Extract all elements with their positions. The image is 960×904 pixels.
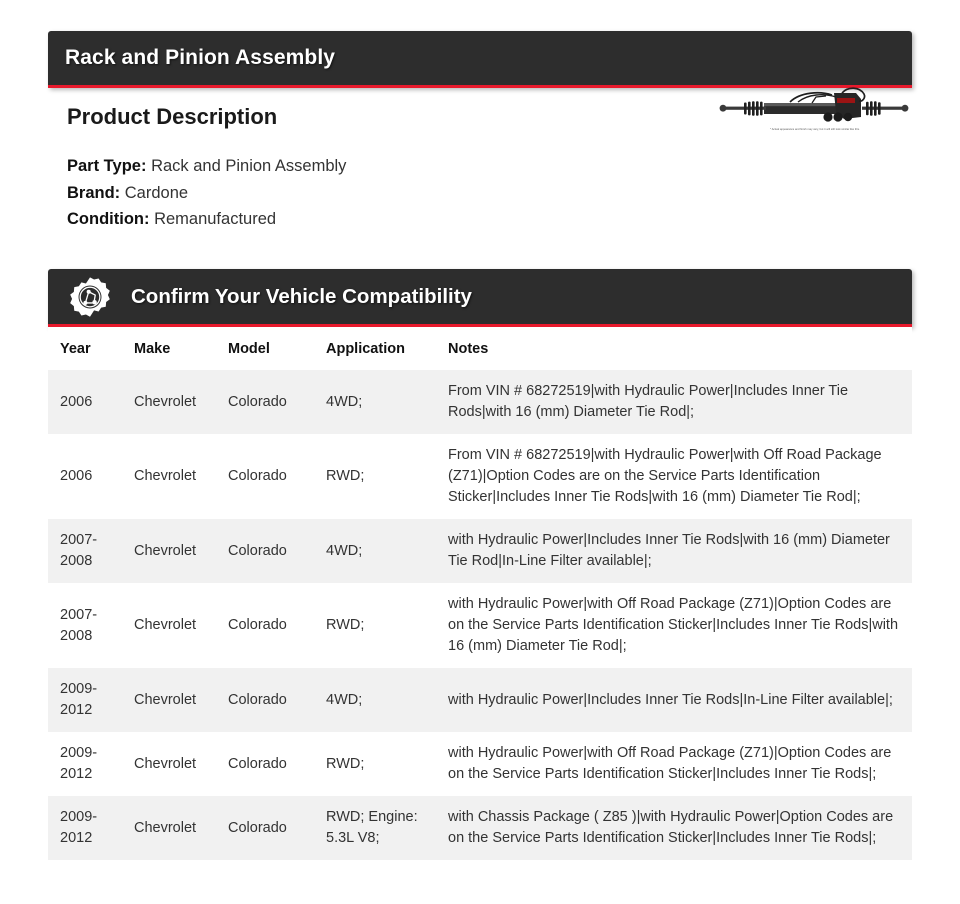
column-header-application: Application (318, 327, 440, 370)
product-title: Rack and Pinion Assembly (65, 46, 336, 69)
spec-value-part-type: Rack and Pinion Assembly (151, 157, 347, 175)
table-row (48, 519, 912, 583)
column-header-year: Year (48, 327, 126, 370)
cell-model: Colorado (220, 796, 318, 860)
spec-label-brand: Brand: (67, 183, 121, 202)
compatibility-table (48, 327, 912, 860)
table-row (48, 434, 912, 519)
rack-and-pinion-assembly-icon (716, 84, 912, 134)
cell-model: Colorado (220, 519, 318, 583)
product-photo (716, 84, 912, 146)
cell-year: 2006 (48, 434, 126, 519)
cell-application: RWD; (318, 732, 440, 796)
cell-application: 4WD; (318, 519, 440, 583)
cell-notes: From VIN # 68272519|with Hydraulic Power|with Off Road Package (Z71)|Option Codes are on the Service Parts Identification Sticker|Includes Inner Tie Rods|with 16 (mm) Diameter Tie Rod|; (440, 434, 912, 519)
cell-application: RWD; Engine: 5.3L V8; (318, 796, 440, 860)
spec-row-condition (67, 206, 912, 233)
cell-model: Colorado (220, 583, 318, 668)
cell-make: Chevrolet (126, 796, 220, 860)
cell-year: 2006 (48, 370, 126, 434)
cell-notes: with Hydraulic Power|with Off Road Package (Z71)|Option Codes are on the Service Parts Identification Sticker|Includes Inner Tie Rods|; (440, 732, 912, 796)
spec-value-brand: Cardone (124, 183, 189, 202)
cell-application: 4WD; (318, 668, 440, 732)
table-row (48, 668, 912, 732)
cell-model: Colorado (220, 434, 318, 519)
table-row (48, 370, 912, 434)
cell-year: 2007-2008 (48, 583, 126, 668)
compatibility-table-head (48, 327, 912, 370)
product-header-bar (48, 31, 912, 88)
spec-row-brand (67, 180, 912, 207)
cell-application: RWD; (318, 583, 440, 668)
cell-make: Chevrolet (126, 668, 220, 732)
cell-make: Chevrolet (126, 519, 220, 583)
product-description-heading: Product Description (67, 104, 278, 129)
cell-make: Chevrolet (126, 370, 220, 434)
product-body (48, 88, 912, 254)
column-header-notes: Notes (440, 327, 912, 370)
gear-icon (69, 276, 111, 318)
compatibility-title: Confirm Your Vehicle Compatibility (131, 284, 472, 308)
cell-model: Colorado (220, 732, 318, 796)
vehicle-compatibility-card (48, 269, 912, 860)
table-header-row (48, 327, 912, 370)
spec-row-part-type (67, 153, 912, 180)
cell-application: 4WD; (318, 370, 440, 434)
cell-notes: From VIN # 68272519|with Hydraulic Power|Includes Inner Tie Rods|with 16 (mm) Diameter Tie Rod|; (440, 370, 912, 434)
cell-make: Chevrolet (126, 434, 220, 519)
cell-notes: with Chassis Package ( Z85 )|with Hydraulic Power|Option Codes are on the Service Parts Identification Sticker|Includes Inner Tie Rods|; (440, 796, 912, 860)
spec-label-part-type: Part Type: (67, 157, 147, 175)
cell-notes: with Hydraulic Power|Includes Inner Tie Rods|with 16 (mm) Diameter Tie Rod|In-Line Filter available|; (440, 519, 912, 583)
column-header-model: Model (220, 327, 318, 370)
product-photo-caption: * Actual appearance and finish may vary, but it will still look similar like this. (770, 127, 860, 132)
compatibility-table-body (48, 370, 912, 860)
spec-label-condition: Condition: (67, 210, 150, 228)
compatibility-header-bar (48, 269, 912, 327)
cell-make: Chevrolet (126, 732, 220, 796)
cell-make: Chevrolet (126, 583, 220, 668)
product-description-card (48, 31, 912, 254)
table-row (48, 732, 912, 796)
cell-notes: with Hydraulic Power|with Off Road Package (Z71)|Option Codes are on the Service Parts Identification Sticker|Includes Inner Tie Rods|with 16 (mm) Diameter Tie Rod|; (440, 583, 912, 668)
column-header-make: Make (126, 327, 220, 370)
cell-year: 2007-2008 (48, 519, 126, 583)
cell-year: 2009-2012 (48, 796, 126, 860)
cell-model: Colorado (220, 668, 318, 732)
cell-application: RWD; (318, 434, 440, 519)
table-row (48, 796, 912, 860)
cell-notes: with Hydraulic Power|Includes Inner Tie Rods|In-Line Filter available|; (440, 668, 912, 732)
table-row (48, 583, 912, 668)
product-spec-list (67, 153, 912, 233)
spec-value-condition: Remanufactured (154, 210, 277, 228)
cell-year: 2009-2012 (48, 668, 126, 732)
cell-year: 2009-2012 (48, 732, 126, 796)
cell-model: Colorado (220, 370, 318, 434)
